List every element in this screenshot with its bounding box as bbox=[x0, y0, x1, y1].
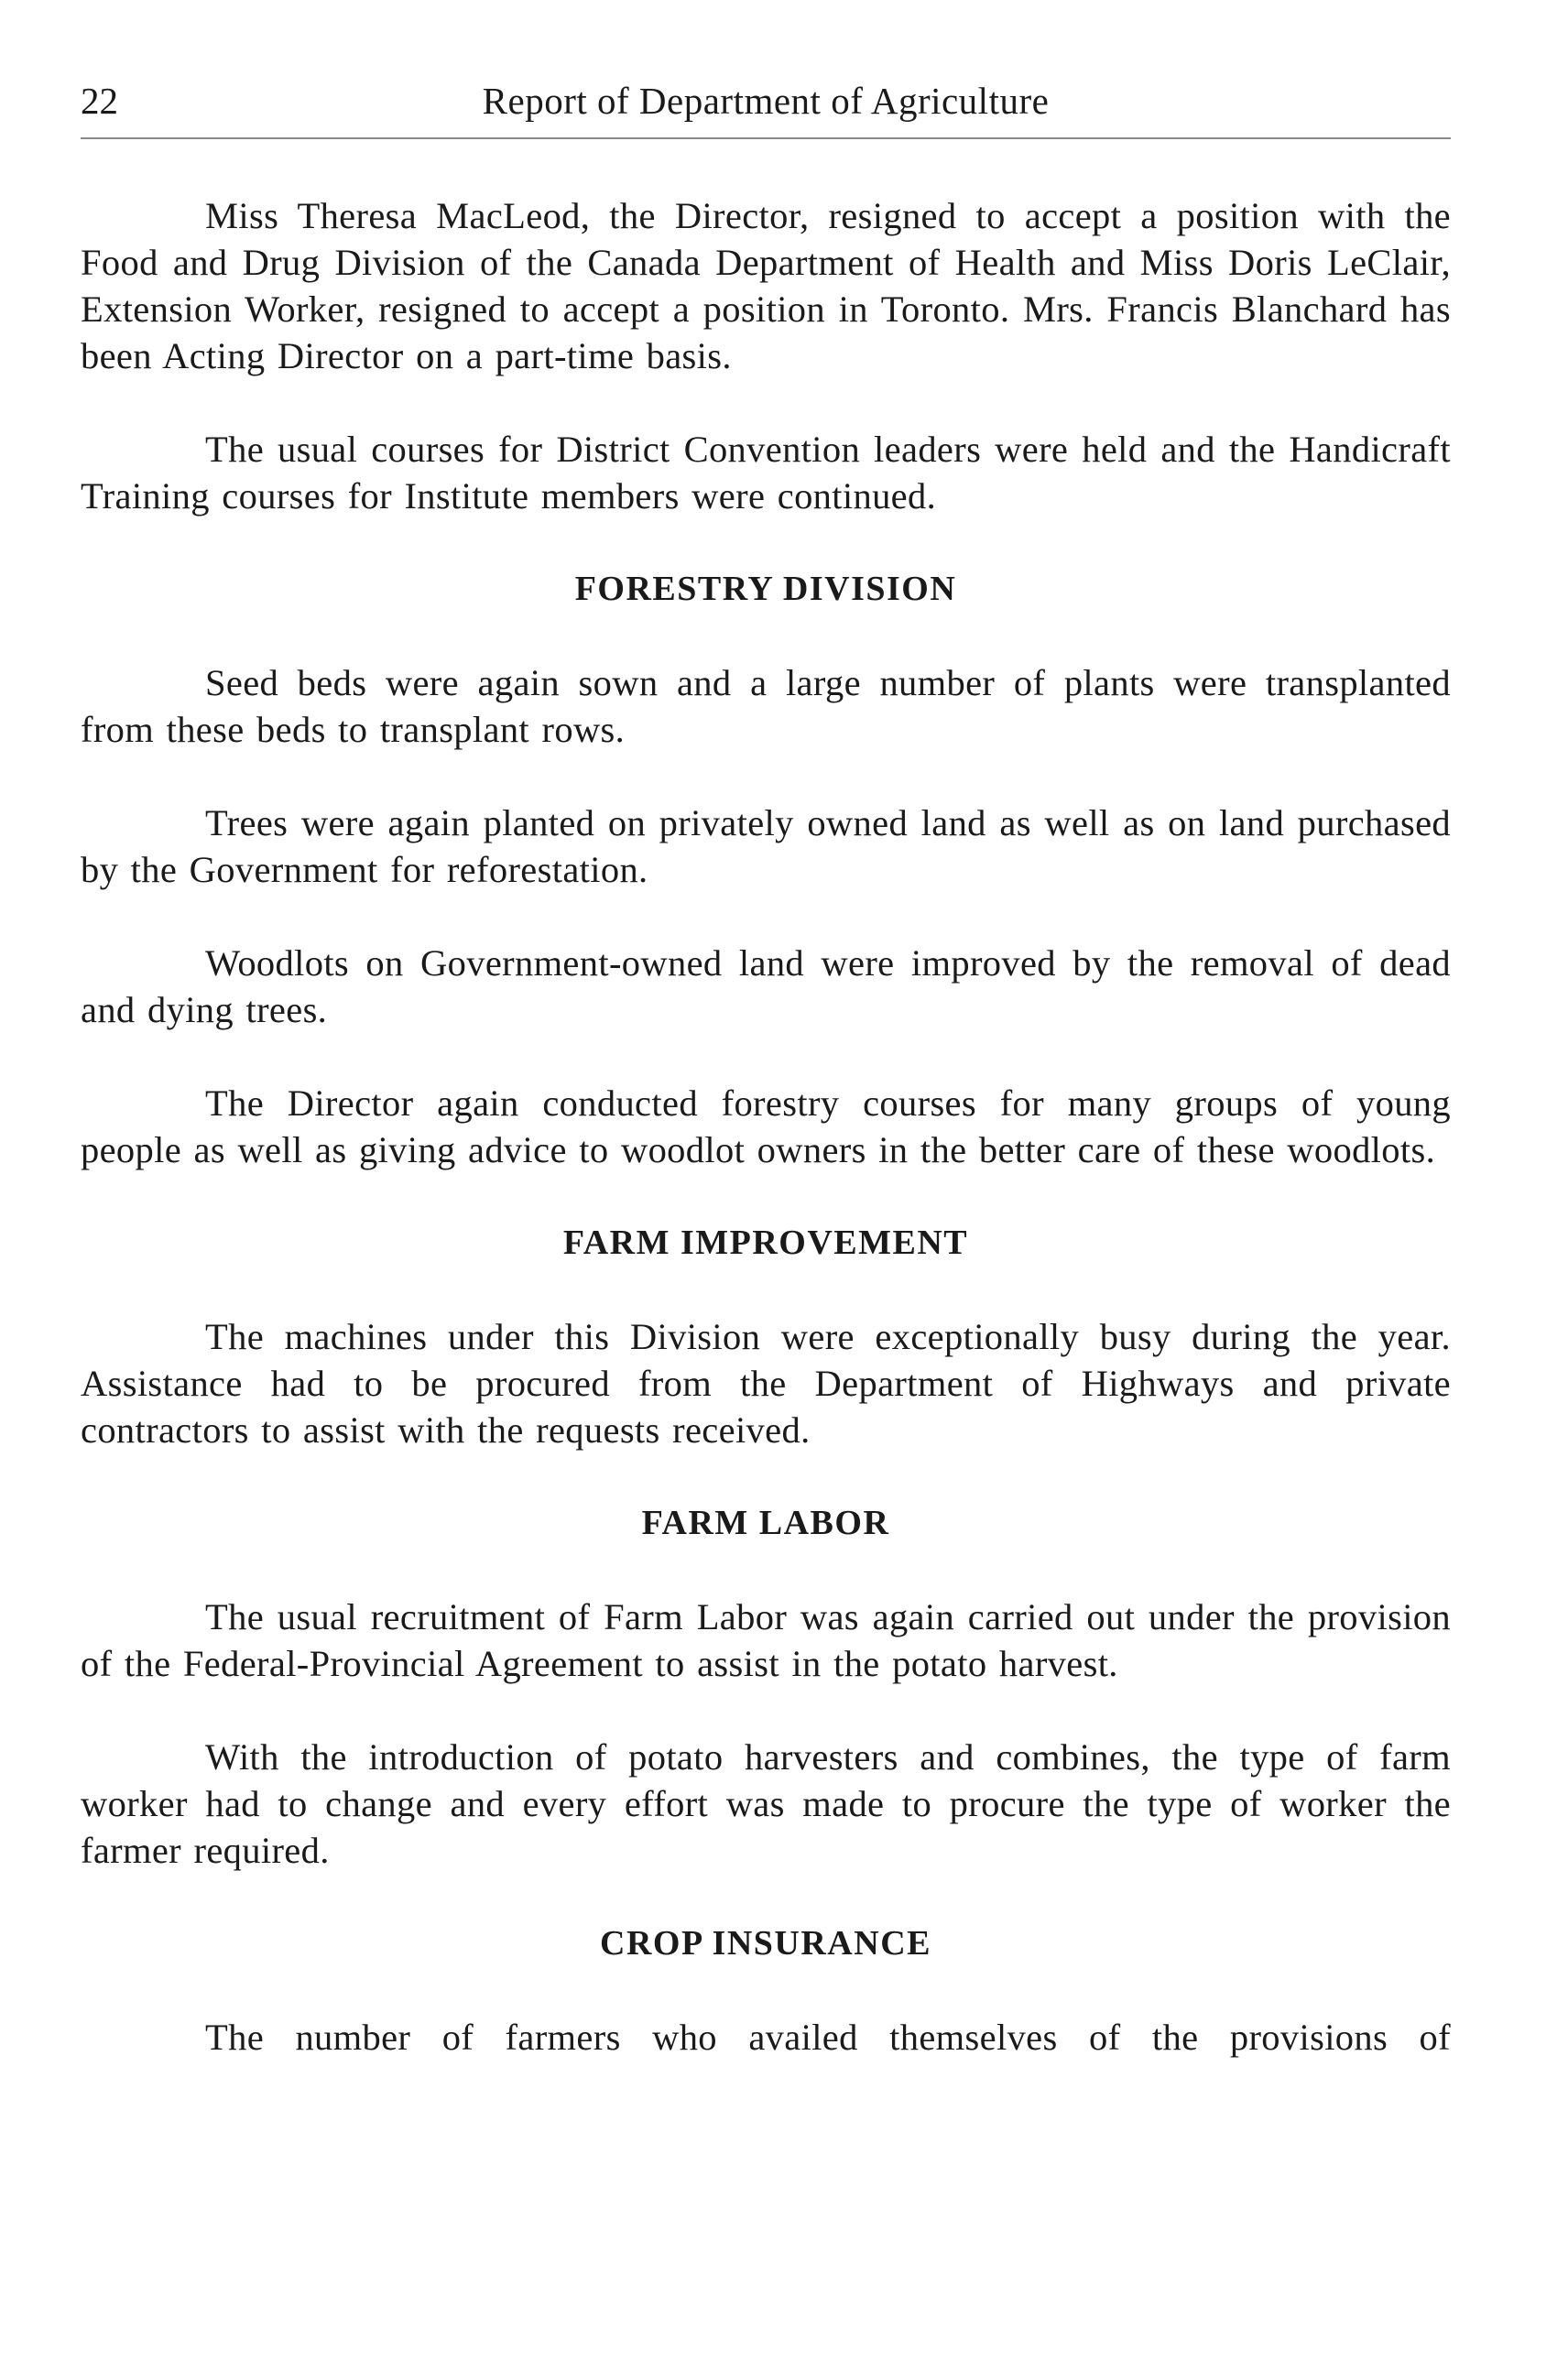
paragraph-seed-beds: Seed beds were again sown and a large number of plants were transplanted from these beds to transplant rows. bbox=[81, 662, 1451, 750]
heading-farm-labor: FARM LABOR bbox=[641, 1504, 890, 1542]
paragraph-forestry-courses: The Director again conducted forestry courses for many groups of young people as well as giving advice to woodlot owners in the better care of these woodlots. bbox=[81, 1082, 1451, 1170]
paragraph-woodlots: Woodlots on Government-owned land were improved by the removal of dead and dying trees. bbox=[81, 942, 1451, 1030]
paragraph-potato-harvesters: With the introduction of potato harvesters and combines, the type of farm worker had to change and every effort was made to procure the type of worker the farmer required. bbox=[81, 1736, 1451, 1871]
page-number: 22 bbox=[81, 80, 118, 122]
paragraph-courses: The usual courses for District Convention leaders were held and the Handicraft Training courses for Institute members were continued. bbox=[81, 429, 1451, 517]
paragraph-women-institutes-staff: Miss Theresa MacLeod, the Director, resigned to accept a position with the Food and Drug Division of the Canada Department of Health and Miss Doris LeClair, Extension Worker, resigned to accept a position in Toronto. Mrs. Francis Blanchard has been Acting Director on a part-time basis. bbox=[81, 195, 1451, 376]
document-page bbox=[81, 64, 1451, 2061]
running-title: Report of Department of Agriculture bbox=[482, 80, 1050, 122]
body-text bbox=[81, 192, 1451, 2061]
paragraph-recruitment: The usual recruitment of Farm Labor was again carried out under the provision of the Federal-Provincial Agreement to assist in the potato harvest. bbox=[81, 1596, 1451, 1684]
heading-forestry-division: FORESTRY DIVISION bbox=[574, 570, 957, 608]
running-head bbox=[81, 64, 1451, 137]
paragraph-machines: The machines under this Division were exceptionally busy during the year. Assistance had to be procured from the Department of Highways and private contractors to assist with the requests received. bbox=[81, 1316, 1451, 1451]
paragraph-trees-planted: Trees were again planted on privately owned land as well as on land purchased by the Government for reforestation. bbox=[81, 802, 1451, 890]
heading-farm-improvement: FARM IMPROVEMENT bbox=[562, 1224, 969, 1262]
header-rule bbox=[81, 137, 1451, 139]
heading-crop-insurance: CROP INSURANCE bbox=[600, 1924, 931, 1963]
paragraph-crop-insurance: The number of farmers who availed themselves of the provisions of bbox=[205, 2017, 1451, 2058]
